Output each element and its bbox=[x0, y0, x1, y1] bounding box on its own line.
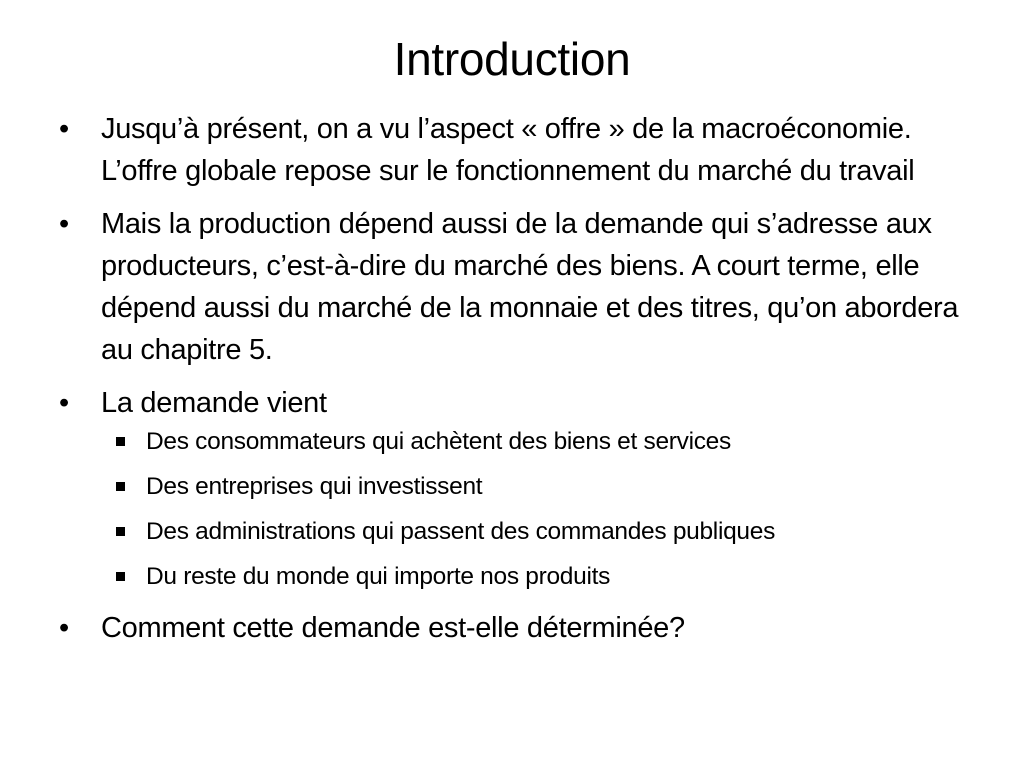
bullet-dot-icon: • bbox=[59, 208, 69, 240]
bullet-text: Mais la production dépend aussi de la demande qui s’adresse aux producteurs, c’est-à-dire du marché des biens. A court terme, elle dépend aussi du marché de la monnaie et des titres, qu’on abordera au chapitre 5. bbox=[101, 208, 959, 366]
bullet-dot-icon: • bbox=[59, 387, 69, 419]
sub-bullet-text: Des consommateurs qui achètent des biens et services bbox=[146, 428, 731, 455]
bullet-list bbox=[56, 108, 976, 660]
square-bullet-icon bbox=[116, 527, 125, 536]
sub-bullet-item bbox=[101, 517, 976, 547]
sub-bullet-item bbox=[101, 562, 976, 592]
bullet-item bbox=[56, 108, 976, 192]
sub-bullet-item bbox=[101, 472, 976, 502]
square-bullet-icon bbox=[116, 482, 125, 491]
bullet-item bbox=[56, 607, 976, 649]
square-bullet-icon bbox=[116, 437, 125, 446]
bullet-text: La demande vient bbox=[101, 387, 327, 419]
slide-title: Introduction bbox=[393, 33, 631, 85]
sub-bullet-text: Des administrations qui passent des commandes publiques bbox=[146, 518, 776, 545]
bullet-text: Jusqu’à présent, on a vu l’aspect « offre » de la macroéconomie. L’offre globale repose sur le fonctionnement du marché du travail bbox=[101, 113, 915, 187]
bullet-item bbox=[56, 203, 976, 371]
sub-bullet-item bbox=[101, 427, 976, 457]
bullet-text: Comment cette demande est-elle déterminée? bbox=[101, 612, 685, 644]
sub-bullet-text: Des entreprises qui investissent bbox=[146, 473, 483, 500]
sub-bullet-list bbox=[101, 427, 976, 592]
bullet-dot-icon: • bbox=[59, 113, 69, 145]
bullet-item bbox=[56, 382, 976, 592]
bullet-dot-icon: • bbox=[59, 612, 69, 644]
square-bullet-icon bbox=[116, 572, 125, 581]
sub-bullet-text: Du reste du monde qui importe nos produits bbox=[146, 563, 611, 590]
